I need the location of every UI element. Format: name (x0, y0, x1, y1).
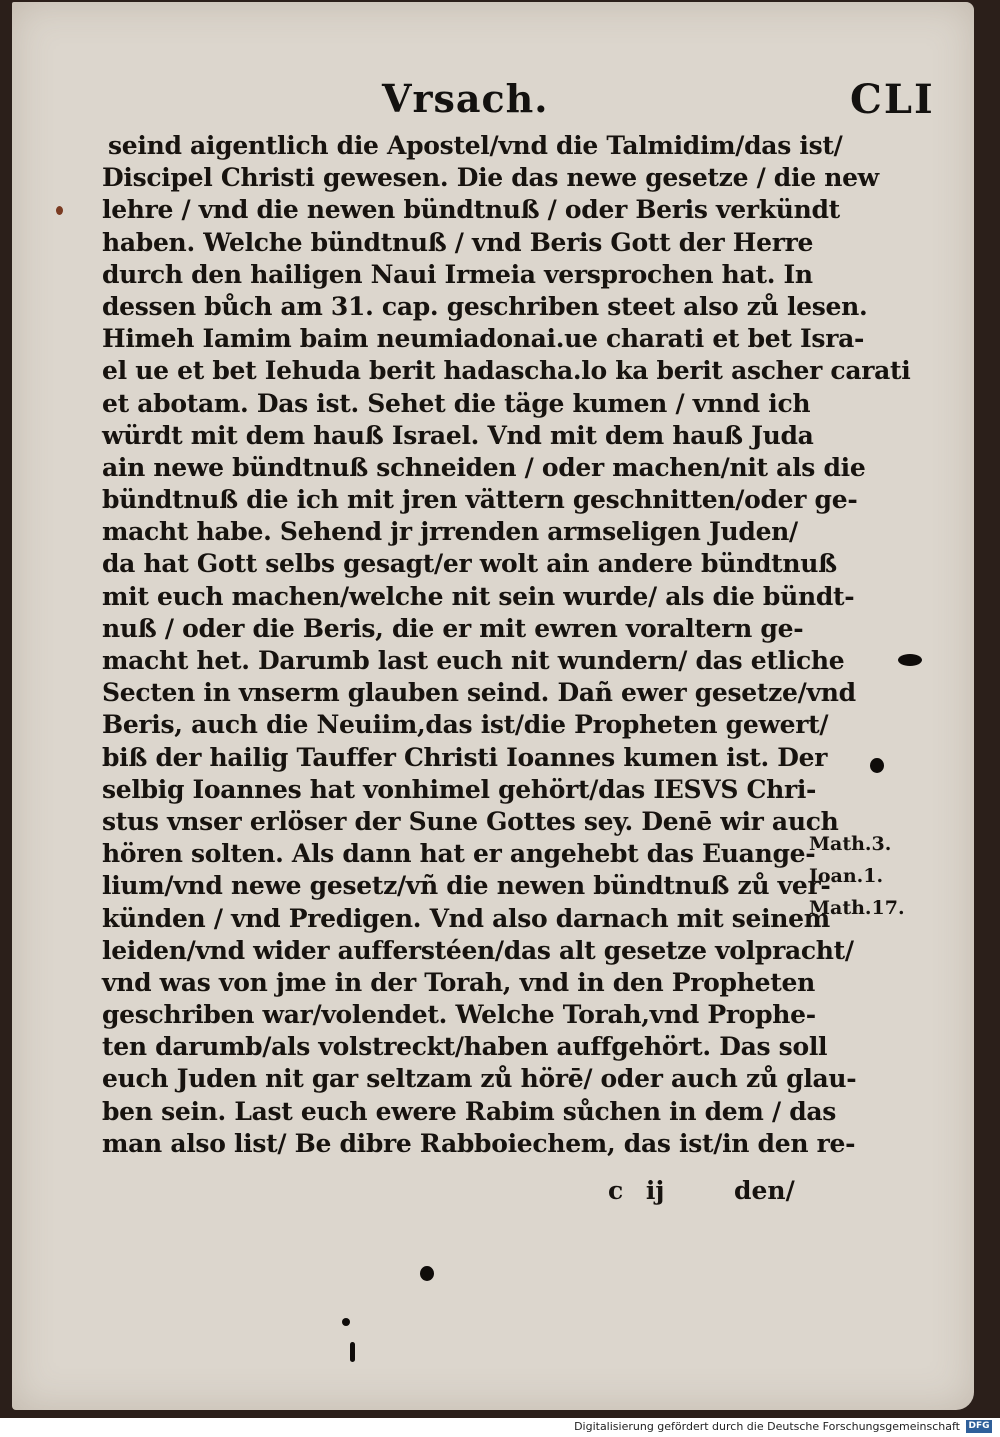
funding-credit: Digitalisierung gefördert durch die Deutsche Forschungsgemeinschaft (574, 1420, 960, 1433)
text-line: vnd was von jme in der Torah, vnd in den Propheten (102, 967, 815, 997)
running-head: Vrsach. (382, 76, 549, 121)
text-line: da hat Gott selbs gesagt/er wolt ain andere bündtnuß (102, 549, 837, 579)
folio-number: CLI (850, 76, 935, 123)
text-line: leiden/vnd wider aufferstéen/das alt gesetze volpracht/ (102, 935, 854, 965)
text-line: hören solten. Als dann hat er angehebt das Euange- (102, 839, 816, 869)
text-line: macht habe. Sehend jr jrrenden armseligen Juden/ (102, 517, 798, 547)
text-line: stus vnser erlöser der Sune Gottes sey. Denē wir auch (102, 806, 839, 836)
margin-notes (809, 828, 905, 924)
text-line: würdt mit dem hauß Israel. Vnd mit dem hauß Juda (102, 420, 814, 450)
text-line: euch Juden nit gar seltzam zů hörē/ oder auch zů glau- (102, 1064, 857, 1094)
dfg-logo-icon: DFG (966, 1420, 992, 1433)
margin-note: Math.3. (809, 833, 892, 855)
ink-spot (420, 1266, 434, 1281)
text-line: nuß / oder die Beris, die er mit ewren voraltern ge- (102, 613, 804, 643)
ink-spot (898, 654, 922, 666)
text-line: dessen bůch am 31. cap. geschriben steet also zů lesen. (102, 291, 868, 321)
text-line: ben sein. Last euch ewere Rabim sůchen in dem / das (102, 1096, 837, 1126)
text-line: ten darumb/als volstreckt/haben auffgehört. Das soll (102, 1032, 828, 1062)
text-line: et abotam. Das ist. Sehet die täge kumen / vnnd ich (102, 388, 811, 418)
text-line: lehre / vnd die newen bündtnuß / oder Beris verkündt (102, 195, 840, 225)
text-line: Beris, auch die Neuiim,das ist/die Propheten gewert/ (102, 710, 829, 740)
margin-note: Math.17. (809, 897, 905, 919)
text-line: man also list/ Be dibre Rabboiechem, das ist/in den re- (102, 1128, 856, 1158)
ink-spot (56, 206, 63, 215)
text-line: mit euch machen/welche nit sein wurde/ als die bündt- (102, 581, 855, 611)
book-page (12, 2, 974, 1410)
catchword: den/ (734, 1176, 795, 1205)
text-line: Himeh Iamim baim neumiadonai.ue charati et bet Isra- (102, 324, 865, 354)
ink-spot (870, 758, 884, 773)
text-line: selbig Ioannes hat vonhimel gehört/das IESVS Chri- (102, 774, 817, 804)
text-line: geschriben war/volendet. Welche Torah,vnd Prophe- (102, 1000, 816, 1030)
footer-bar (0, 1418, 1000, 1437)
text-line: durch den hailigen Naui Irmeia versprochen hat. In (102, 259, 813, 289)
text-line: künden / vnd Predigen. Vnd also darnach mit seinem (102, 903, 830, 933)
text-line: seind aigentlich die Apostel/vnd die Talmidim/das ist/ (108, 131, 843, 160)
text-line: macht het. Darumb last euch nit wundern/ das etliche (102, 646, 845, 675)
text-line: haben. Welche bündtnuß / vnd Beris Gott der Herre (102, 227, 814, 257)
ink-spot (342, 1318, 350, 1326)
text-line: Secten in vnserm glauben seind. Dañ ewer gesetze/vnd (102, 678, 856, 708)
margin-note: Ioan.1. (809, 865, 884, 887)
signature-mark: c ij (608, 1176, 665, 1205)
text-line: Discipel Christi gewesen. Die das newe gesetze / die new (102, 163, 879, 193)
text-line: biß der hailig Tauffer Christi Ioannes kumen ist. Der (102, 742, 828, 772)
text-line: lium/vnd newe gesetz/vñ die newen bündtnuß zů ver- (102, 871, 831, 901)
text-line: el ue et bet Iehuda berit hadascha.lo ka berit ascher carati (102, 356, 911, 386)
text-line: bündtnuß die ich mit jren vättern geschnitten/oder ge- (102, 485, 858, 515)
text-line: ain newe bündtnuß schneiden / oder machen/nit als die (102, 452, 866, 482)
ink-spot (350, 1342, 355, 1362)
